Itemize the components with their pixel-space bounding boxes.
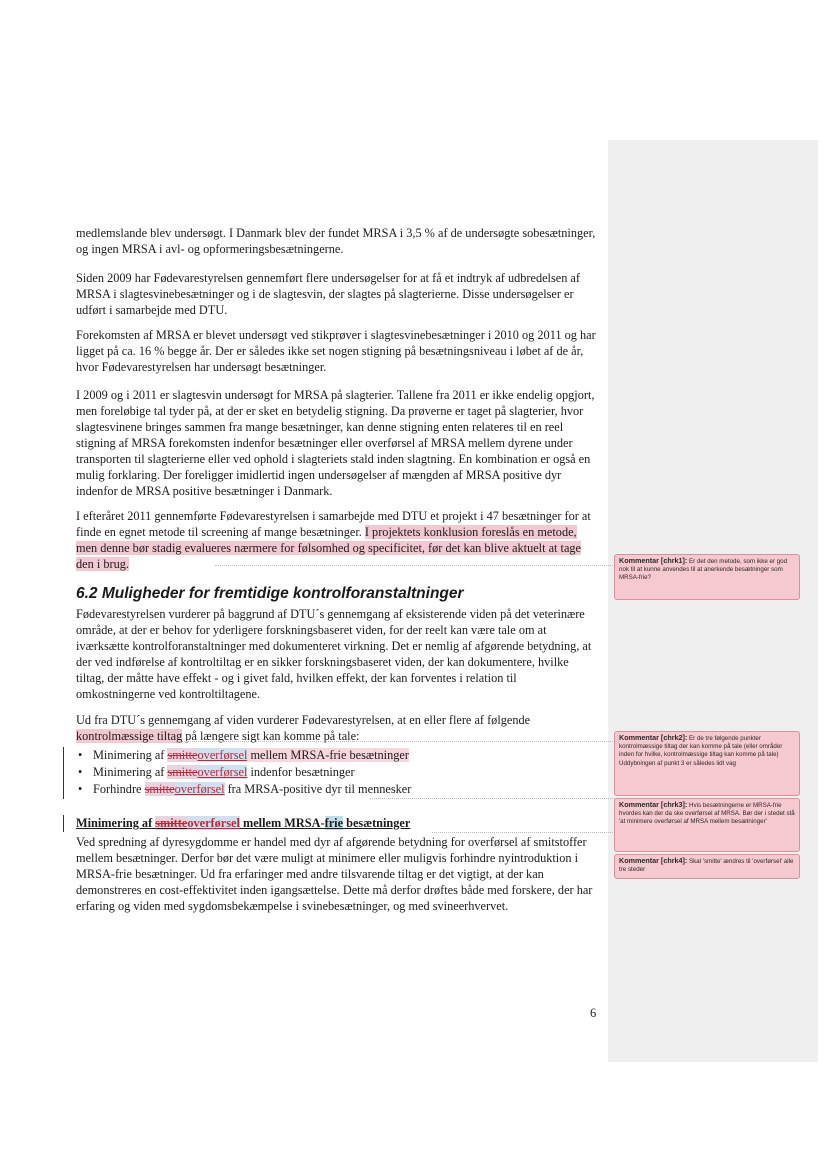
commented-text-chrk3[interactable]: frie bbox=[324, 816, 344, 830]
change-bar bbox=[63, 747, 64, 799]
inserted-text[interactable]: overførsel bbox=[174, 782, 225, 796]
comment-text: Er det den metode, som ikke er god nok til at kunne anvendes til at anerkende besætninger som MRSA-frie? bbox=[619, 558, 788, 582]
comment-connector bbox=[370, 798, 615, 799]
paragraph-8: Ved spredning af dyresygdomme er handel med dyr af afgørende betydning for overførsel af smitstoffer mellem besætninger. Derfor bør det være muligt at minimere eller muligvis forhindre nyintroduktion i MRSA-frie besætninger. Ud fra erfaringer med andre tilsvarende tiltag er det vigtigt, at der kan demonstreres en cost-effektivitet inden igangsættelse. Dette må derfor drøftes både med forskere, der har erfaring og viden med sygdomsbekæmpelse i svinebesætninger, og med svineerhvervet. bbox=[76, 835, 593, 913]
paragraph-4: I 2009 og i 2011 er slagtesvin undersøgt for MRSA på slagterier. Tallene fra 2011 er ikke endelig opgjort, men foreløbige tal tyder på, at der er sket en betydelig stigning. Da prøverne er taget på slagterier, hvor slagtesvinene bringes sammen fra mange besætninger, kan denne stigning enten relateres til en reel stigning af MRSA forekomsten indenfor besætninger eller overførsel af MRSA mellem dyrene under transporten til slagterierne eller ved ophold i slagteriets stald inden slagtning. En kombination er også en mulig forklaring. Der foreligger imidlertid ingen undersøgelser af mængden af MRSA positive dyr indenfor de MRSA positive besætninger i Danmark. bbox=[76, 388, 595, 498]
comment-margin-pane bbox=[608, 140, 818, 1062]
comment-text: Er de tre følgende punkter kontrolmæssige tiltag der kan komme på tale (eller områder inden for hvilke, kontrolmæssige tiltag kan komme på tale) Uddybningen af punkt 3 er således lidt vag bbox=[619, 735, 783, 767]
comment-box-chrk4[interactable] bbox=[614, 854, 800, 879]
comment-box-chrk3[interactable] bbox=[614, 798, 800, 852]
comment-label: Kommentar [chrk4]: bbox=[619, 856, 688, 865]
paragraph-3: Forekomsten af MRSA er blevet undersøgt ved stikprøver i slagtesvinebesætninger i 2010 og 2011 og har ligget på ca. 16 % begge år. Der er således ikke set nogen stigning på besætningsniveau i løbet af de år, hvor Fødevarestyrelsen har undersøgt besætninger. bbox=[76, 328, 596, 374]
comment-box-chrk2[interactable] bbox=[614, 731, 800, 796]
list-item: • Minimering af smitteoverførsel mellem MRSA-frie besætninger bbox=[76, 747, 598, 764]
subheading: Minimering af smitteoverførsel mellem MRSA-frie besætninger bbox=[76, 816, 411, 830]
inserted-text[interactable]: overførsel bbox=[197, 765, 248, 779]
comment-label: Kommentar [chrk3]: bbox=[619, 800, 688, 809]
paragraph-5-text: I efteråret 2011 gennemførte Fødevarestyrelsen i samarbejde med DTU et projekt i 47 besætninger for at finde en egnet metode til screening af mange besætninger. bbox=[76, 509, 591, 539]
commented-text-chrk1[interactable]: I projektets konklusion foreslås en metode, men denne bør stadig evalueres nærmere for følsomhed og specificitet, før det kan blive aktuelt at tage den i brug. bbox=[76, 525, 582, 571]
paragraph-1: medlemslande blev undersøgt. I Danmark blev der fundet MRSA i 3,5 % af de undersøgte sobesætninger, og ingen MRSA i avl- og opformeringsbesætningerne. bbox=[76, 226, 596, 256]
paragraph-7-text: Ud fra DTU´s gennemgang af viden vurderer Fødevarestyrelsen, at en eller flere af følgende bbox=[76, 713, 531, 727]
commented-text-chrk4[interactable]: mellem MRSA-frie besætninger bbox=[247, 748, 409, 762]
list-item: • Minimering af smitteoverførsel indenfor besætninger bbox=[76, 764, 598, 781]
deleted-text[interactable]: smitte bbox=[144, 782, 175, 796]
page-number: 6 bbox=[590, 1006, 597, 1020]
paragraph-6: Fødevarestyrelsen vurderer på baggrund af DTU´s gennemgang af eksisterende viden på det veterinære område, at der er behov for yderligere forskningsbaseret viden, for der reelt kan være tale om at iværksætte kontrolforanstaltninger med dokumenteret virkning. Det er nemlig af afgørende betydning, at der ved indførelse af kontroltiltag er en sikker forskningsbaseret viden, der kan dokumentere, hvilke tiltag, der måtte have effekt - og i givet fald, hvilken effekt, der kan forventes i relation til omkostningerne ved kontroltiltagene. bbox=[76, 607, 592, 701]
paragraph-5 bbox=[76, 508, 598, 572]
change-bar bbox=[63, 815, 64, 832]
commented-text-chrk2[interactable]: kontrolmæssige tiltag bbox=[76, 729, 183, 743]
deleted-text[interactable]: smitte bbox=[167, 748, 198, 762]
comment-box-chrk1[interactable] bbox=[614, 554, 800, 600]
deleted-text[interactable]: smitte bbox=[167, 765, 198, 779]
comment-connector bbox=[215, 565, 615, 566]
measures-list bbox=[76, 747, 598, 798]
deleted-text[interactable]: smitte bbox=[155, 816, 188, 830]
comment-label: Kommentar [chrk1]: bbox=[619, 556, 688, 565]
comment-label: Kommentar [chrk2]: bbox=[619, 733, 688, 742]
list-item: • Forhindre smitteoverførsel fra MRSA-positive dyr til mennesker bbox=[76, 781, 598, 798]
section-heading: 6.2 Muligheder for fremtidige kontrolforanstaltninger bbox=[76, 585, 464, 602]
comment-connector bbox=[178, 741, 615, 742]
paragraph-7-end: på længere sigt kan komme på tale: bbox=[182, 729, 360, 743]
inserted-text[interactable]: overførsel bbox=[187, 816, 240, 830]
paragraph-2: Siden 2009 har Fødevarestyrelsen gennemført flere undersøgelser for at få et indtryk af udbredelsen af MRSA i slagtesvinebesætninger og i de slagtesvin, der slagtes på slagterierne. Disse undersøgelser er udført i samarbejde med DTU. bbox=[76, 271, 580, 317]
comment-text: Skal 'smitte' ændres til 'overførsel' alle tre steder bbox=[619, 858, 794, 874]
inserted-text[interactable]: overførsel bbox=[197, 748, 248, 762]
paragraph-7 bbox=[76, 712, 598, 744]
comment-text: Hvis besætningerne er MRSA-frie hvordes kan der da ske overførsel af MRSA. Bør der i stedet stå 'at minimere overførsel af MRSA mellem besætninger' bbox=[619, 802, 795, 826]
comment-connector bbox=[432, 832, 615, 833]
